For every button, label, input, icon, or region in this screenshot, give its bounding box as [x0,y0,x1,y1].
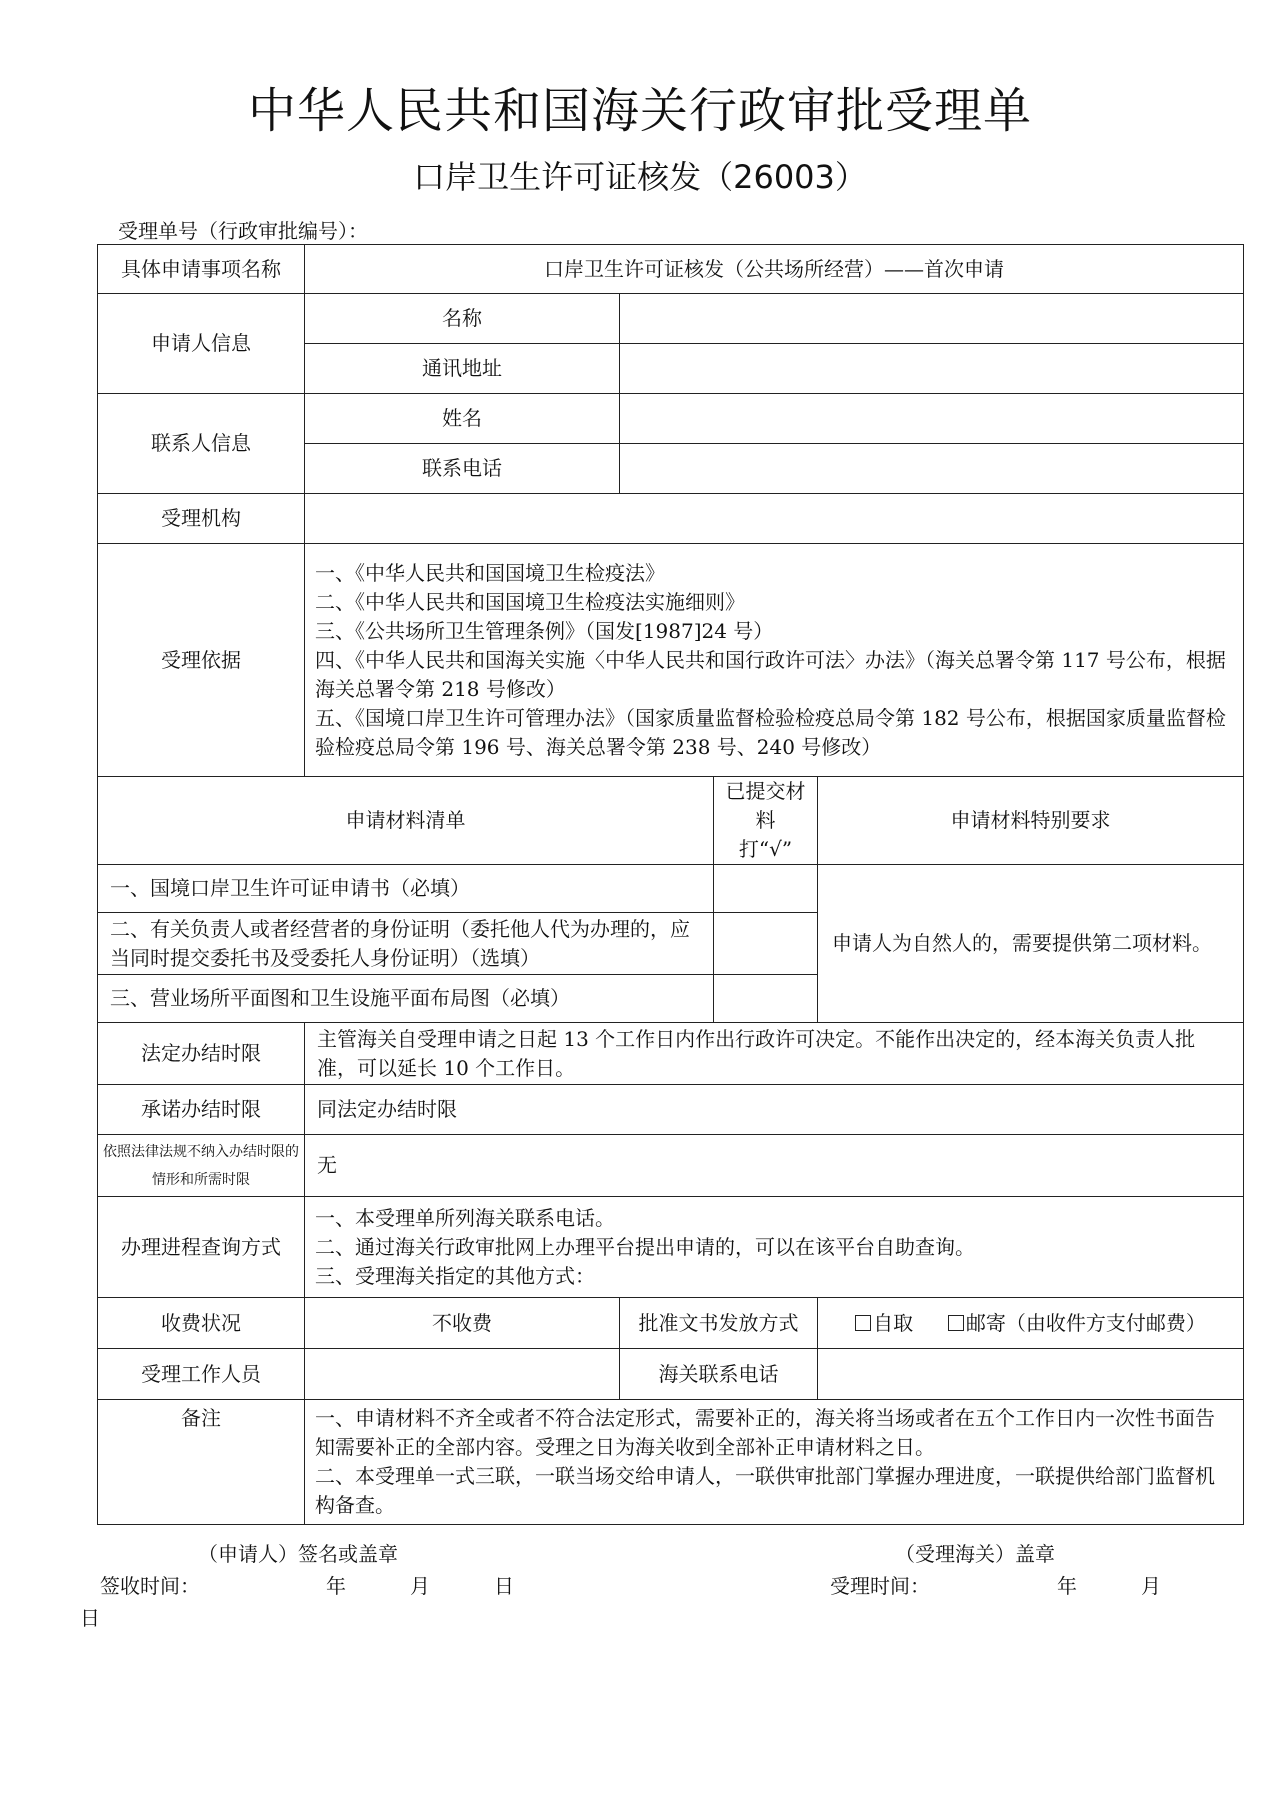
basis-item: 三、《公共场所卫生管理条例》（国发[1987]24 号） [315,618,774,643]
application-form-table [97,244,1244,1525]
agency-field[interactable] [305,494,1244,544]
delivery-method-label: 批准文书发放方式 [620,1298,818,1349]
applicant-name-label: 名称 [305,294,620,344]
accept-day-label: 日 [80,1606,100,1630]
contact-name-label: 姓名 [305,394,620,444]
special-requirements-value: 申请人为自然人的，需要提供第二项材料。 [818,865,1244,1023]
row-staff [98,1349,1244,1400]
remarks-label: 备注 [98,1400,305,1525]
customs-seal-label: （受理海关）盖章 [895,1542,1055,1566]
progress-item: 一、本受理单所列海关联系电话。 [315,1205,615,1230]
delivery-method-options [818,1298,1244,1349]
material-item: 一、国境口岸卫生许可证申请书（必填） [98,865,714,913]
material-item: 二、有关负责人或者经营者的身份证明（委托他人代为办理的，应当同时提交委托书及受委托人身份证明）（选填） [98,913,714,975]
row-promised-limit [98,1085,1244,1135]
customs-phone-label: 海关联系电话 [620,1349,818,1400]
material-1-checkbox-cell[interactable] [714,865,818,913]
submitted-header: 已提交材料 打“√” [714,777,818,865]
page-title: 中华人民共和国海关行政审批受理单 [247,83,1032,139]
contact-phone-field[interactable] [620,444,1244,494]
row-agency [98,494,1244,544]
row-materials-header [98,777,1244,865]
staff-field[interactable] [305,1349,620,1400]
item-name-value: 口岸卫生许可证核发（公共场所经营）——首次申请 [305,245,1244,294]
row-applicant-name [98,294,1244,344]
row-basis [98,544,1244,777]
applicant-signature-label: （申请人）签名或盖章 [198,1542,398,1566]
delivery-mail-checkbox[interactable]: 邮寄（由收件方支付邮费） [948,1311,1206,1335]
promised-limit-label: 承诺办结时限 [98,1085,305,1135]
agency-label: 受理机构 [98,494,305,544]
progress-item: 三、受理海关指定的其他方式： [315,1263,595,1288]
row-material-1 [98,865,1244,913]
basis-item: 四、《中华人民共和国海关实施〈中华人民共和国行政许可法〉办法》（海关总署令第 117 号公布，根据海关总署令第 218 号修改） [315,647,1226,701]
remarks-item: 一、申请材料不齐全或者不符合法定形式，需要补正的，海关将当场或者在五个工作日内一次性书面告知需要补正的全部内容。受理之日为海关收到全部补正申请材料之日。 [315,1406,1215,1459]
fee-value: 不收费 [305,1298,620,1349]
row-contact-name [98,394,1244,444]
applicant-name-field[interactable] [620,294,1244,344]
checkbox-icon [948,1315,964,1331]
material-item: 三、营业场所平面图和卫生设施平面布局图（必填） [98,975,714,1023]
material-3-checkbox-cell[interactable] [714,975,818,1023]
row-fee [98,1298,1244,1349]
page-subtitle: 口岸卫生许可证核发（26003） [413,158,867,196]
progress-query-content [305,1197,1244,1298]
sign-year-label: 年 [326,1574,346,1598]
receipt-number-label: 受理单号（行政审批编号）： [118,219,368,243]
contact-info-label: 联系人信息 [98,394,305,494]
row-progress-query [98,1197,1244,1298]
staff-label: 受理工作人员 [98,1349,305,1400]
accept-month-label: 月 [1141,1574,1161,1598]
basis-item: 五、《国境口岸卫生许可管理办法》（国家质量监督检验检疫总局令第 182 号公布，根据国家质量监督检验检疫总局令第 196 号、海关总署令第 238 号、240 号修改） [315,705,1226,759]
sign-month-label: 月 [410,1574,430,1598]
basis-content [305,544,1244,777]
materials-header: 申请材料清单 [98,777,714,865]
basis-item: 一、《中华人民共和国国境卫生检疫法》 [315,560,665,585]
excluded-time-label: 依照法律法规不纳入办结时限的情形和所需时限 [98,1135,305,1197]
accept-time-label: 受理时间： [830,1574,930,1598]
basis-item: 二、《中华人民共和国国境卫生检疫法实施细则》 [315,589,745,614]
applicant-address-label: 通讯地址 [305,344,620,394]
promised-limit-value: 同法定办结时限 [305,1085,1244,1135]
applicant-info-label: 申请人信息 [98,294,305,394]
material-2-checkbox-cell[interactable] [714,913,818,975]
legal-limit-label: 法定办结时限 [98,1023,305,1085]
contact-name-field[interactable] [620,394,1244,444]
row-item-name [98,245,1244,294]
sign-time-label: 签收时间： [100,1574,200,1598]
applicant-address-field[interactable] [620,344,1244,394]
row-excluded-time [98,1135,1244,1197]
item-name-label: 具体申请事项名称 [98,245,305,294]
basis-label: 受理依据 [98,544,305,777]
accept-year-label: 年 [1057,1574,1077,1598]
remarks-item: 二、本受理单一式三联，一联当场交给申请人，一联供审批部门掌握办理进度，一联提供给部门监督机构备查。 [315,1464,1215,1517]
remarks-content [305,1400,1244,1525]
special-requirements-header: 申请材料特别要求 [818,777,1244,865]
legal-limit-value: 主管海关自受理申请之日起 13 个工作日内作出行政许可决定。不能作出决定的，经本海关负责人批准，可以延长 10 个工作日。 [305,1023,1244,1085]
fee-label: 收费状况 [98,1298,305,1349]
excluded-time-value: 无 [305,1135,1244,1197]
row-legal-limit [98,1023,1244,1085]
row-remarks [98,1400,1244,1525]
sign-day-label: 日 [494,1574,514,1598]
checkbox-icon [855,1315,871,1331]
progress-item: 二、通过海关行政审批网上办理平台提出申请的，可以在该平台自助查询。 [315,1234,975,1259]
delivery-self-checkbox[interactable]: 自取 [855,1311,913,1335]
contact-phone-label: 联系电话 [305,444,620,494]
progress-query-label: 办理进程查询方式 [98,1197,305,1298]
customs-phone-field[interactable] [818,1349,1244,1400]
